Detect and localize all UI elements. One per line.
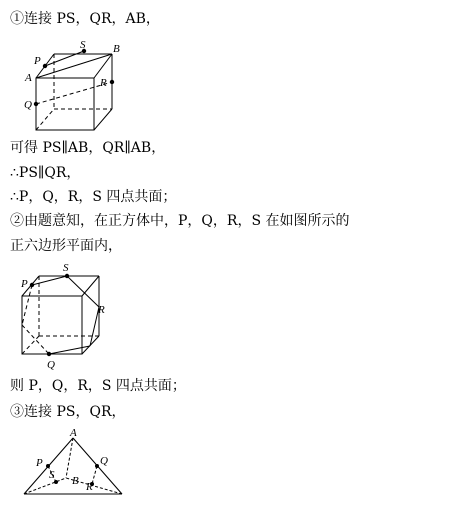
label-P-2: P (21, 278, 28, 290)
text-line-7: 则 P，Q，R，S 四点共面； (10, 378, 186, 394)
label-P: P (34, 55, 41, 67)
label-S-3: S (49, 469, 55, 481)
label-B: B (113, 43, 120, 55)
text-line-4: ∴P，Q，R，S 四点共面； (10, 189, 177, 205)
text-line-6: 正六边形平面内， (10, 238, 122, 254)
tetrahedron-figure (0, 426, 140, 506)
label-Q-3: Q (100, 455, 108, 467)
label-P-3: P (36, 457, 43, 469)
label-A-3: A (70, 427, 77, 439)
cube-figure-2 (0, 260, 130, 372)
label-S-2: S (63, 262, 69, 274)
text-line-2: 可得 PS∥AB，QR∥AB， (10, 140, 166, 156)
label-Q: Q (24, 99, 32, 111)
label-A: A (25, 72, 32, 84)
label-R: R (100, 77, 107, 89)
text-line-3: ∴PS∥QR， (10, 165, 81, 181)
label-Q-2: Q (47, 359, 55, 371)
cube-figure-1 (0, 34, 140, 134)
label-R-3: R (86, 481, 93, 493)
label-B-3: B (72, 475, 79, 487)
label-R-2: R (98, 304, 105, 316)
label-S: S (80, 39, 86, 51)
text-line-1: ①连接 PS，QR，AB， (10, 11, 160, 27)
text-line-8: ③连接 PS，QR， (10, 404, 126, 420)
text-line-5: ②由题意知，在正方体中，P，Q，R，S 在如图所示的 (10, 213, 350, 229)
